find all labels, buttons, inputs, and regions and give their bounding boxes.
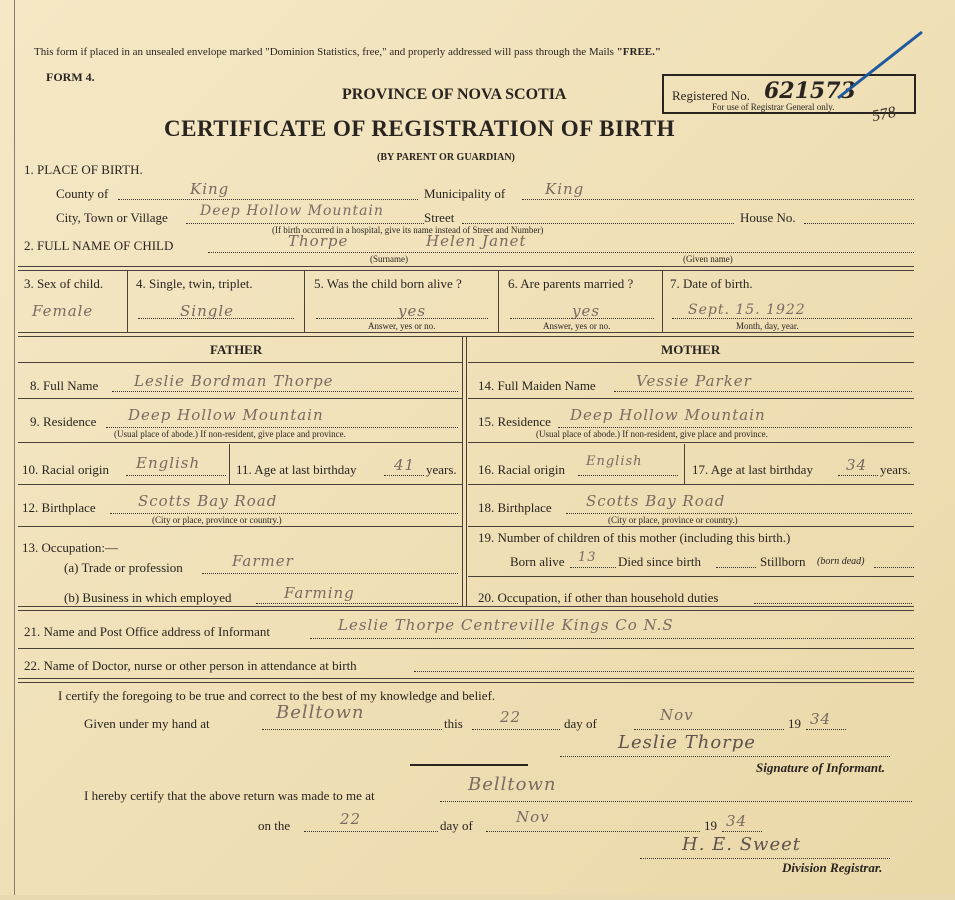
father-race: English [136,454,201,472]
mother-residence: Deep Hollow Mountain [570,406,766,424]
registrar-text: I hereby certify that the above return was made to me at [84,788,375,803]
father-years-label: years. [426,462,457,477]
municipality-label: Municipality of [424,186,506,201]
doctor-label: 22. Name of Doctor, nurse or other person in attendance at birth [24,658,357,673]
registrar-month: Nov [516,808,550,826]
surname-note: (Surname) [370,254,408,264]
father-name-label: 8. Full Name [30,378,99,393]
form-number: FORM 4. [46,70,95,84]
informant-label: 21. Name and Post Office address of Informant [24,624,270,639]
born-alive-q-value: yes [398,302,427,320]
place-heading: 1. PLACE OF BIRTH. [24,162,143,177]
father-race-label: 10. Racial origin [22,462,110,477]
mother-name: Vessie Parker [636,372,752,390]
mail-notice: This form if placed in an unsealed envelope marked "Dominion Statistics, free," and properly addressed will pass through the Mails "FREE." [34,46,661,58]
father-trade: Farmer [232,552,294,570]
street-label: Street [424,210,455,225]
mother-heading: MOTHER [661,342,721,357]
father-residence-note: (Usual place of abode.) If non-resident, give place and province. [114,429,346,439]
informant-signature-label: Signature of Informant. [756,760,885,775]
father-age-label: 11. Age at last birthday [236,462,357,477]
city-label: City, Town or Village [56,210,168,225]
dob-value: Sept. 15. 1922 [688,302,806,318]
given-day-of-label: day of [564,716,597,731]
father-occupation-label: 13. Occupation:— [22,540,119,555]
given-place: Belltown [276,702,365,723]
this-label: this [444,716,463,731]
father-residence: Deep Hollow Mountain [128,406,324,424]
father-business-label: (b) Business in which employed [64,590,232,605]
sex-label: 3. Sex of child. [24,276,104,291]
mother-age-label: 17. Age at last birthday [692,462,813,477]
registrar-day-of-label: day of [440,818,473,833]
mother-race: English [586,454,643,469]
registered-label: Registered No. [672,88,750,103]
registrar-signature-label: Division Registrar. [782,860,883,875]
father-age: 41 [394,456,416,474]
municipality-value: King [545,180,585,198]
mother-age: 34 [846,456,868,474]
mother-birthplace-note: (City or place, province or country.) [608,515,738,525]
mother-residence-label: 15. Residence [478,414,551,429]
given-month: Nov [660,706,694,724]
father-name: Leslie Bordman Thorpe [134,372,334,390]
registrar-day: 22 [340,810,362,828]
corner-number: 578 [870,103,898,126]
page-title: CERTIFICATE OF REGISTRATION OF BIRTH [164,116,675,141]
informant-value: Leslie Thorpe Centreville Kings Co N.S [338,616,674,634]
mother-race-label: 16. Racial origin [478,462,566,477]
given-day: 22 [500,708,522,726]
page-subtitle: (BY PARENT OR GUARDIAN) [377,152,515,163]
given-year-prefix: 19 [788,716,801,731]
mother-occupation-label: 20. Occupation, if other than household duties [478,590,719,605]
sex-value: Female [32,302,94,320]
mother-birthplace-label: 18. Birthplace [478,500,552,515]
father-heading: FATHER [210,342,263,357]
registrar-place: Belltown [468,774,557,795]
house-label: House No. [740,210,796,225]
given-year: 34 [810,710,832,728]
born-alive-label: Born alive [510,554,565,569]
mother-children-label: 19. Number of children of this mother (including this birth.) [478,530,791,545]
plurality-value: Single [180,302,235,320]
registrar-note: For use of Registrar General only. [712,102,835,112]
given-note: (Given name) [683,254,733,264]
dob-label: 7. Date of birth. [670,276,753,291]
mother-residence-note: (Usual place of abode.) If non-resident, give place and province. [536,429,768,439]
father-residence-label: 9. Residence [30,414,97,429]
hospital-note: (If birth occurred in a hospital, give its name instead of Street and Number) [272,225,544,235]
dob-note: Month, day, year. [736,321,799,331]
married-label: 6. Are parents married ? [508,276,634,291]
given-under-label: Given under my hand at [84,716,210,731]
stillborn-note: (born dead) [817,556,865,567]
province-heading: PROVINCE OF NOVA SCOTIA [342,86,567,103]
died-label: Died since birth [618,554,702,569]
child-surname: Thorpe [288,232,349,250]
blue-pen-mark [830,26,930,106]
father-business: Farming [284,584,355,602]
plurality-label: 4. Single, twin, triplet. [136,276,253,291]
stillborn-label: Stillborn [760,554,806,569]
informant-signature: Leslie Thorpe [618,732,756,753]
mother-birthplace: Scotts Bay Road [586,492,726,510]
father-birthplace-label: 12. Birthplace [22,500,96,515]
born-alive-count: 13 [578,550,597,565]
married-value: yes [572,302,601,320]
father-birthplace-note: (City or place, province or country.) [152,515,282,525]
born-alive-q-label: 5. Was the child born alive ? [314,276,462,291]
registered-number: 621573 [764,78,856,104]
county-value: King [190,180,230,198]
on-the-label: on the [258,818,291,833]
father-trade-label: (a) Trade or profession [64,560,183,575]
child-given-name: Helen Janet [426,232,527,250]
married-note: Answer, yes or no. [543,321,611,331]
father-birthplace: Scotts Bay Road [138,492,278,510]
certify-text: I certify the foregoing to be true and correct to the best of my knowledge and belief. [58,688,496,703]
born-alive-q-note: Answer, yes or no. [368,321,436,331]
margin-note [0,229,1,900]
registrar-year: 34 [726,812,748,830]
registrar-signature: H. E. Sweet [682,834,801,855]
county-label: County of [56,186,109,201]
mother-years-label: years. [880,462,911,477]
registrar-year-prefix: 19 [704,818,717,833]
child-name-label: 2. FULL NAME OF CHILD [24,238,174,253]
city-value: Deep Hollow Mountain [200,203,384,219]
mother-name-label: 14. Full Maiden Name [478,378,596,393]
